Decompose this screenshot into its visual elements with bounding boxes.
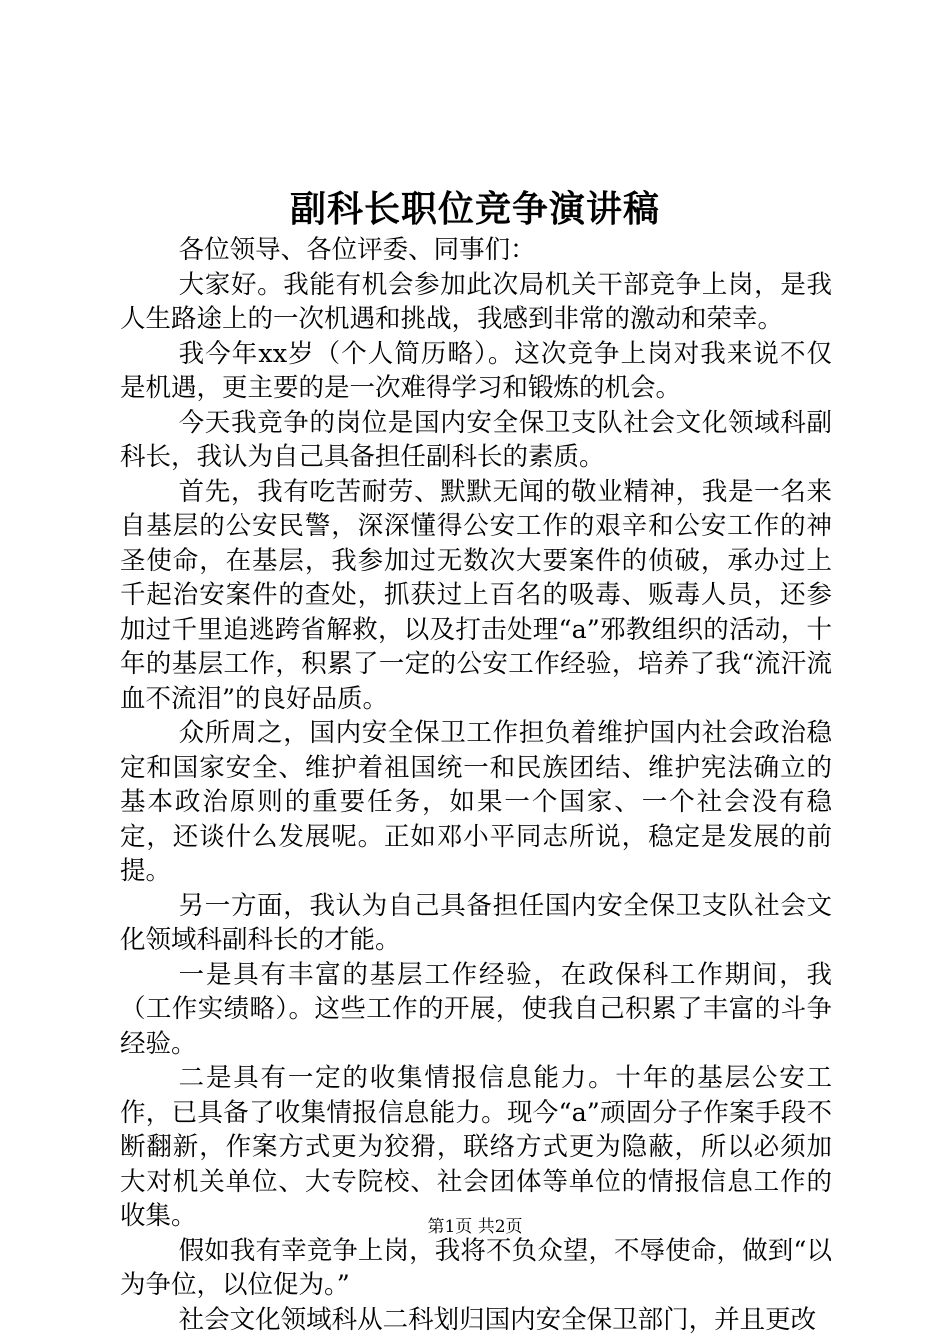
paragraph: 众所周之，国内安全保卫工作担负着维护国内社会政治稳定和国家安全、维护着祖国统一和民族团结、维护宪法确立的基本政治原则的重要任务，如果一个国家、一个社会没有稳定，还谈什么发展呢。正如邓小平同志所说，稳定是发展的前提。 bbox=[120, 718, 832, 886]
paragraph: 另一方面，我认为自己具备担任国内安全保卫支队社会文化领域科副科长的才能。 bbox=[120, 890, 832, 955]
paragraph: 二是具有一定的收集情报信息能力。十年的基层公安工作，已具备了收集情报信息能力。现今“a”顽固分子作案手段不断翻新，作案方式更为狡猾，联络方式更为隐蔽，所以必须加大对机关单位、大专院校、社会团体等单位的情报信息工作的收集。 bbox=[120, 1063, 832, 1231]
paragraph: 一是具有丰富的基层工作经验，在政保科工作期间，我（工作实绩略）。这些工作的开展，使我自己积累了丰富的斗争经验。 bbox=[120, 959, 832, 1059]
paragraph: 社会文化领域科从二科划归国内安全保卫部门，并且更改 bbox=[178, 1304, 817, 1335]
document-body bbox=[120, 233, 832, 1337]
paragraph: 大家好。我能有机会参加此次局机关干部竞争上岗，是我人生路途上的一次机遇和挑战，我感到非常的激动和荣幸。 bbox=[120, 269, 832, 334]
document-title: 副科长职位竞争演讲稿 bbox=[289, 188, 660, 230]
page-number-footer: 第1页 共2页 bbox=[427, 1217, 523, 1237]
paragraph: 今天我竞争的岗位是国内安全保卫支队社会文化领域科副科长，我认为自己具备担任副科长的素质。 bbox=[120, 407, 832, 472]
paragraph: 我今年xx岁（个人简历略）。这次竞争上岗对我来说不仅是机遇，更主要的是一次难得学习和锻炼的机会。 bbox=[120, 338, 832, 403]
paragraph-greeting: 各位领导、各位评委、同事们： bbox=[178, 235, 536, 265]
paragraph: 假如我有幸竞争上岗，我将不负众望，不辱使命，做到“以为争位，以位促为。” bbox=[120, 1235, 832, 1300]
paragraph: 首先，我有吃苦耐劳、默默无闻的敬业精神，我是一名来自基层的公安民警，深深懂得公安工作的艰辛和公安工作的神圣使命，在基层，我参加过无数次大要案件的侦破，承办过上千起治安案件的查处，抓获过上百名的吸毒、贩毒人员，还参加过千里追逃跨省解救，以及打击处理“a”邪教组织的活动，十年的基层工作，积累了一定的公安工作经验，培养了我“流汗流血不流泪”的良好品质。 bbox=[120, 476, 832, 714]
